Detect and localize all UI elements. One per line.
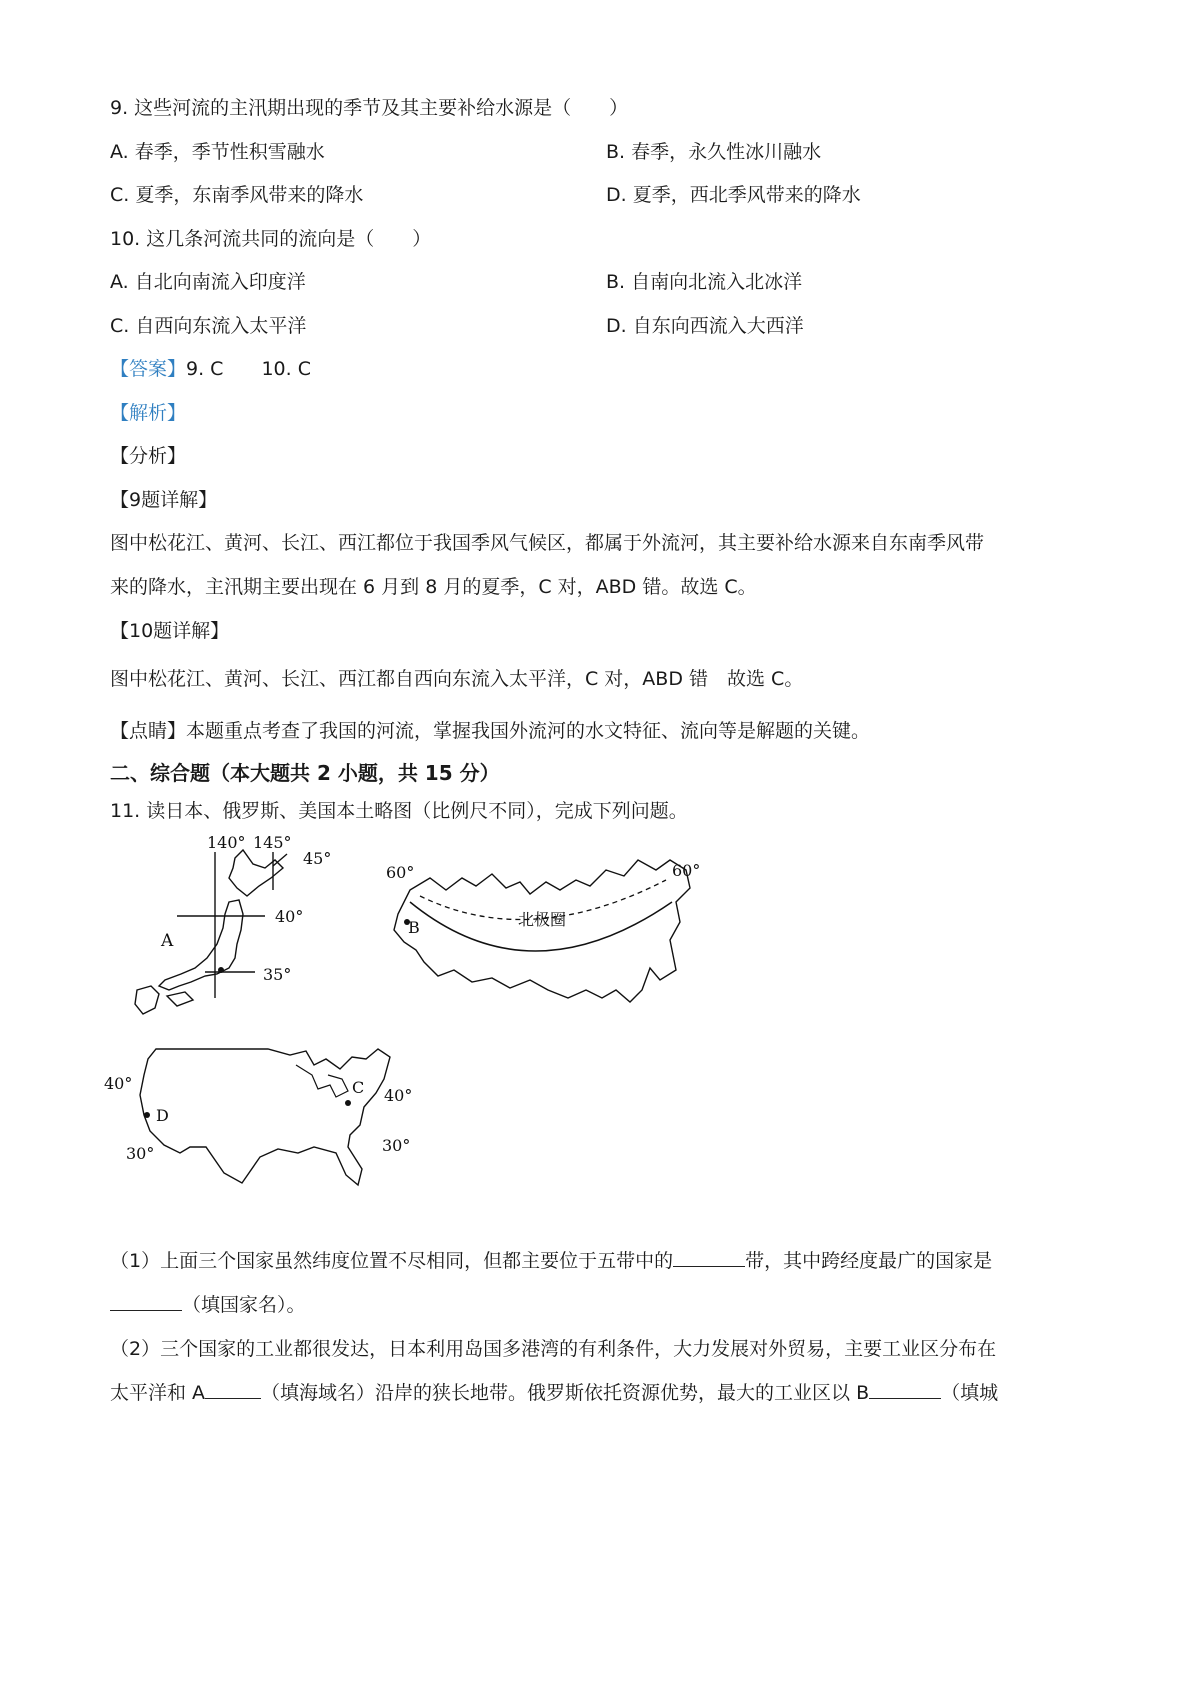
blank-zone[interactable] (673, 1248, 745, 1267)
answer-tag: 【答案】 (110, 358, 187, 380)
fenxi-tag: 【分析】 (110, 445, 187, 467)
q11-part1-text-b: 带，其中跨经度最广的国家是 (745, 1250, 993, 1272)
answer-text: 9. C 10. C (186, 358, 311, 380)
japan-city-dot (218, 967, 224, 973)
usa-point-d-dot (144, 1112, 150, 1118)
japan-label-145: 145° (253, 833, 292, 852)
japan-label-40: 40° (275, 907, 304, 926)
detail9-line1: 图中松花江、黄河、长江、西江都位于我国季风气候区，都属于外流河，其主要补给水源来自东南季风带 (110, 532, 985, 554)
q11-part2-line2 (110, 1380, 998, 1406)
usa-label-40-right: 40° (384, 1086, 413, 1105)
japan-label-140: 140° (207, 833, 246, 852)
usa-point-c-dot (345, 1100, 351, 1106)
japan-label-35: 35° (263, 965, 292, 984)
q11-part2-text-c: （填海域名）沿岸的狭长地带。俄罗斯依托资源优势，最大的工业区以 B (261, 1382, 870, 1404)
q9-option-c: C. 夏季，东南季风带来的降水 (110, 184, 364, 206)
q10-stem: 10. 这几条河流共同的流向是（ ） (110, 228, 432, 250)
russia-outline (394, 860, 690, 1002)
usa-point-d-label: D (156, 1106, 169, 1125)
q10-option-a: A. 自北向南流入印度洋 (110, 271, 306, 293)
japan-map (125, 830, 355, 1020)
q11-part1-text-c: （填国家名）。 (182, 1294, 306, 1316)
usa-point-c-label: C (352, 1078, 365, 1097)
dianjing: 【点睛】本题重点考查了我国的河流，掌握我国外流河的水文特征、流向等是解题的关键。 (110, 720, 871, 742)
blank-sea[interactable] (205, 1380, 261, 1399)
japan-point-a: A (161, 931, 174, 951)
q11-part2-line1: （2）三个国家的工业都很发达，日本利用岛国多港湾的有利条件，大力发展对外贸易，主要工业区分布在 (110, 1338, 997, 1360)
q10-option-b: B. 自南向北流入北冰洋 (606, 271, 803, 293)
q9-option-b: B. 春季，永久性冰川融水 (606, 141, 822, 163)
detail9-tag: 【9题详解】 (110, 489, 218, 511)
russia-map (380, 830, 720, 1030)
q11-part2-text-b: 太平洋和 A (110, 1382, 206, 1404)
detail9-line2: 来的降水，主汛期主要出现在 6 月到 8 月的夏季，C 对，ABD 错。故选 C。 (110, 576, 757, 598)
q10-option-d: D. 自东向西流入大西洋 (606, 315, 804, 337)
section-heading: 二、综合题（本大题共 2 小题，共 15 分） (110, 761, 500, 785)
q11-part1-line1 (110, 1248, 992, 1274)
q11-part1-text-a: （1）上面三个国家虽然纬度位置不尽相同，但都主要位于五带中的 (110, 1250, 674, 1272)
usa-label-30-right: 30° (382, 1136, 411, 1155)
q11-part1-line2 (110, 1292, 306, 1318)
q10-option-c: C. 自西向东流入太平洋 (110, 315, 307, 337)
q11-stem: 11. 读日本、俄罗斯、美国本土略图（比例尺不同），完成下列问题。 (110, 800, 688, 822)
answer-line (110, 356, 311, 382)
blank-country[interactable] (110, 1292, 182, 1311)
usa-outline (140, 1049, 390, 1185)
q9-stem: 9. 这些河流的主汛期出现的季节及其主要补给水源是（ ） (110, 97, 629, 119)
russia-point-b-label: B (408, 918, 420, 937)
q9-option-a: A. 春季，季节性积雪融水 (110, 141, 325, 163)
great-lakes (296, 1065, 348, 1097)
usa-label-30-left: 30° (126, 1144, 155, 1163)
q11-part2-text-d: （填城 (941, 1382, 999, 1404)
detail10-line1: 图中松花江、黄河、长江、西江都自西向东流入太平洋，C 对，ABD 错 故选 C。 (110, 668, 804, 690)
usa-label-40-left: 40° (104, 1074, 133, 1093)
usa-map (100, 1035, 440, 1200)
japan-shikoku-outline (167, 992, 193, 1006)
japan-hokkaido-outline (229, 850, 283, 896)
russia-label-60-left: 60° (386, 863, 415, 882)
q9-option-d: D. 夏季，西北季风带来的降水 (606, 184, 861, 206)
japan-label-45: 45° (303, 849, 332, 868)
arctic-circle-label: 北极圈 (518, 910, 567, 929)
russia-label-60-right: 60° (672, 861, 701, 880)
blank-city[interactable] (869, 1380, 941, 1399)
japan-kyushu-outline (135, 986, 159, 1014)
detail10-tag: 【10题详解】 (110, 620, 230, 642)
analysis-tag: 【解析】 (110, 402, 187, 424)
